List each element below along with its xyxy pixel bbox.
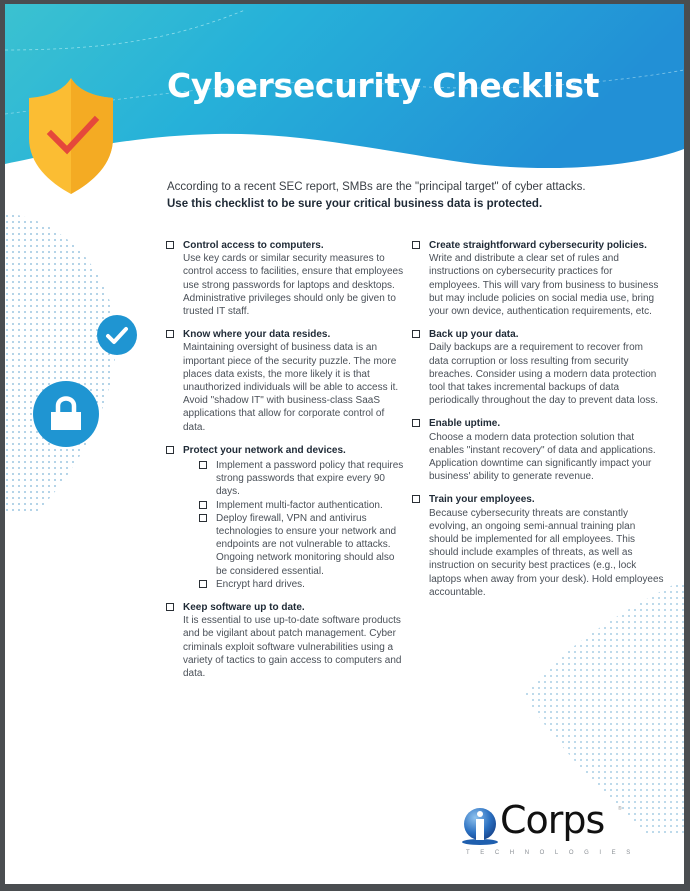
checklist-left-column: [163, 239, 408, 690]
shield-check-icon: [29, 76, 113, 196]
lock-icon: [33, 381, 99, 447]
item-body: Write and distribute a clear set of rules and instructions on cybersecurity practices for employees. This will vary from business to business but may include policies on social media use, bring your own device, authentication requirements, etc.: [429, 253, 659, 318]
checkbox[interactable]: [166, 330, 174, 338]
check-circle-icon: [97, 315, 137, 355]
intro-lead: According to a recent SEC report, SMBs are the "principal target" of cyber attacks.: [167, 181, 586, 193]
sub-item-text: Encrypt hard drives.: [216, 578, 305, 590]
checklist-item: [163, 328, 408, 434]
icorps-logo: [460, 798, 641, 864]
checklist-item: [409, 328, 664, 407]
sub-item-text: Deploy firewall, VPN and antivirus technologies to ensure your network and endpoints are not vulnerable to attacks. Ongoing network monitoring should also be considered essential.: [216, 512, 397, 577]
decorative-dot-pattern-right: [525, 584, 684, 834]
sub-checklist-item: [183, 512, 408, 578]
checkbox[interactable]: [166, 241, 174, 249]
checklist-right-column: [409, 239, 664, 609]
checklist-item: [163, 444, 408, 591]
decorative-dot-pattern-left: [5, 214, 145, 514]
item-body: Choose a modern data protection solution that enables "instant recovery" of data and applications. Application downtime can significantly impact your business' ability to generate revenue.: [429, 431, 656, 483]
item-heading: Keep software up to date.: [183, 602, 305, 614]
item-heading: Create straightforward cybersecurity policies.: [429, 240, 647, 251]
checkbox[interactable]: [199, 514, 207, 522]
item-heading: Protect your network and devices.: [183, 444, 346, 456]
item-heading: Train your employees.: [429, 494, 535, 506]
checklist-page: [5, 4, 684, 884]
checkbox[interactable]: [412, 330, 420, 338]
checkbox[interactable]: [412, 241, 420, 249]
checkbox[interactable]: [412, 495, 420, 503]
item-heading: Back up your data.: [429, 329, 519, 341]
logo-i-icon: [460, 806, 500, 846]
item-body: Daily backups are a requirement to recover from data corruption or loss resulting from security breaches. Consider using a modern data protection tool that takes incremental backups of data periodically throughout the day to prevent data loss.: [429, 342, 659, 407]
checklist-item: [163, 239, 408, 318]
intro-text: [167, 179, 586, 213]
sub-checklist: [183, 459, 408, 591]
logo-wordmark: Corps: [500, 798, 605, 842]
registered-mark: ®: [618, 806, 622, 812]
checklist-item: [163, 601, 408, 680]
sub-checklist-item: [183, 459, 408, 499]
item-body: Because cybersecurity threats are constantly evolving, an ongoing semi-annual training plan should be implemented for all employees. This should include examples of threats, as well as instruction on security best practices (e.g., lock laptops when away from your desk). Hold employees accountable.: [429, 507, 664, 598]
checkbox[interactable]: [166, 446, 174, 454]
item-heading: Control access to computers.: [183, 240, 324, 251]
page-title: Cybersecurity Checklist: [167, 66, 600, 105]
item-heading: Enable uptime.: [429, 418, 501, 430]
intro-emphasis: Use this checklist to be sure your critical business data is protected.: [167, 198, 543, 210]
item-body: It is essential to use up-to-date software products and be vigilant about patch management. Cyber criminals exploit software vulnerabilities using a variety of tactics to gain access to computers and data.: [183, 615, 402, 680]
checkbox[interactable]: [199, 461, 207, 469]
checklist-item: [409, 493, 664, 599]
item-heading: Know where your data resides.: [183, 329, 331, 341]
sub-checklist-item: [183, 499, 408, 512]
checklist-item: [409, 417, 664, 483]
sub-checklist-item: [183, 578, 408, 591]
checklist-item: [409, 239, 664, 318]
sub-item-text: Implement multi-factor authentication.: [216, 499, 383, 511]
sub-item-text: Implement a password policy that requires strong passwords that expire every 90 days.: [216, 460, 404, 498]
checkbox[interactable]: [412, 419, 420, 427]
item-body: Use key cards or similar security measures to control access to facilities, ensure that employees use strong passwords for laptops and desktops. Administrative privileges should only be given to trusted IT staff.: [183, 253, 404, 318]
logo-tagline: TECHNOLOGIES: [466, 850, 641, 856]
item-body: Maintaining oversight of business data is an important piece of the security puzzle. The more places data exists, the more likely it is that unauthorized individuals will be able to access it. Avoid "shadow IT" with business-class SaaS applications that allow for corporate control of data.: [183, 342, 399, 433]
checkbox[interactable]: [199, 580, 207, 588]
checkbox[interactable]: [199, 501, 207, 509]
checkbox[interactable]: [166, 603, 174, 611]
